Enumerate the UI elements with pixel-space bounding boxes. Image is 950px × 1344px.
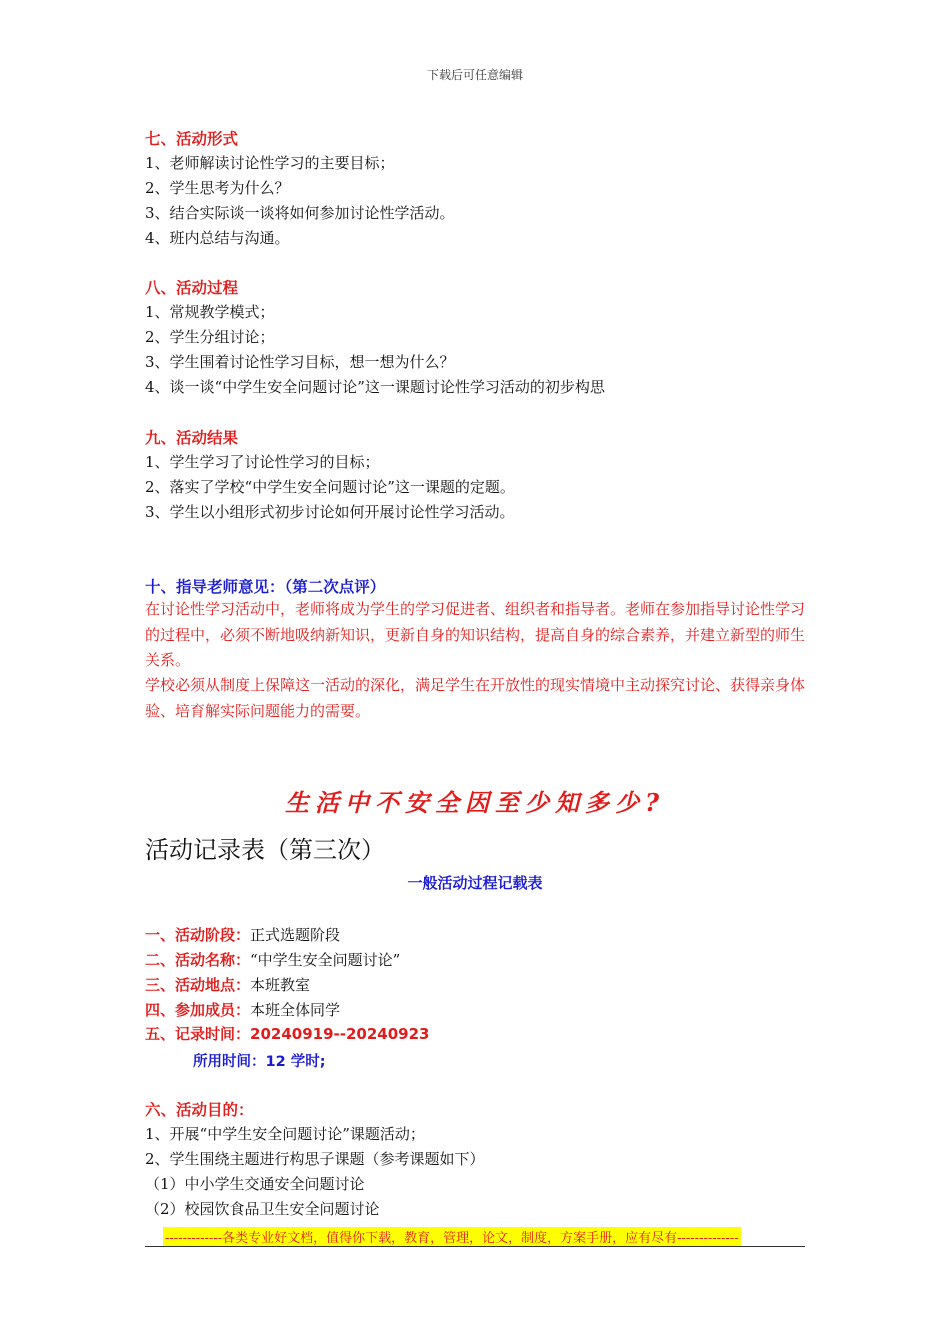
- section-6-item: 1、开展“中学生安全问题讨论”课题活动；: [145, 1125, 425, 1143]
- section-7-title: 七、活动形式: [145, 130, 239, 148]
- activity-name-label: 二、活动名称：: [145, 951, 251, 969]
- record-title: 活动记录表（第三次）: [145, 836, 385, 864]
- activity-members-label: 四、参加成员：: [145, 1001, 251, 1019]
- activity-stage-label: 一、活动阶段：: [145, 926, 251, 944]
- section-8-title: 八、活动过程: [145, 279, 239, 297]
- activity-name-value: “中学生安全问题讨论”: [250, 951, 401, 969]
- section-9-title: 九、活动结果: [145, 429, 239, 447]
- duration-text: 所用时间：12 学时;: [193, 1054, 326, 1070]
- footer-rule: [145, 1227, 805, 1247]
- section-9-item: 1、学生学习了讨论性学习的目标；: [145, 453, 380, 471]
- advisor-comment-paragraph: 在讨论性学习活动中，老师将成为学生的学习促进者、组织者和指导者。老师在参加指导讨论性学习的过程中，必须不断地吸纳新知识，更新自身的知识结构，提高自身的综合素养，并建立新型的师生关系。: [145, 600, 806, 669]
- advisor-comment-paragraph: 学校必须从制度上保障这一活动的深化，满足学生在开放性的现实情境中主动探究讨论、获得亲身体验、培育解实际问题能力的需要。: [145, 676, 806, 720]
- footer-banner: -------------各类专业好文档，值得你下载，教育，管理，论文，制度，方案手册，应有尽有--------------: [163, 1227, 741, 1246]
- slogan-heading: 生活中不安全因至少知多少?: [284, 788, 666, 817]
- section-7-item: 1、老师解读讨论性学习的主要目标；: [145, 154, 395, 172]
- activity-place-label: 三、活动地点：: [145, 976, 251, 994]
- section-6-title: 六、活动目的：: [145, 1101, 254, 1119]
- page-header: 下载后可任意编辑: [426, 68, 523, 82]
- record-time-row: [145, 1023, 429, 1044]
- section-9-item: 2、落实了学校“中学生安全问题讨论”这一课题的定题。: [145, 478, 515, 496]
- section-9-item: 3、学生以小组形式初步讨论如何开展讨论性学习活动。: [145, 503, 515, 521]
- section-6-item: 2、学生围绕主题进行构思子课题（参考课题如下）: [145, 1150, 485, 1168]
- activity-members-row: [145, 999, 340, 1020]
- section-6-item: （1）中小学生交通安全问题讨论: [145, 1175, 365, 1193]
- activity-stage-row: [145, 924, 340, 945]
- section-8-item: 2、学生分组讨论；: [145, 328, 275, 346]
- section-8-item: 1、常规教学模式；: [145, 303, 275, 321]
- record-time-label: 五、记录时间：: [145, 1025, 251, 1043]
- activity-place-row: [145, 974, 310, 995]
- section-6-item: （2）校园饮食品卫生安全问题讨论: [145, 1200, 380, 1218]
- record-subtitle: 一般活动过程记载表: [407, 874, 543, 892]
- section-7-item: 3、结合实际谈一谈将如何参加讨论性学活动。: [145, 204, 455, 222]
- section-7-item: 2、学生思考为什么？: [145, 179, 290, 197]
- activity-place-value: 本班教室: [250, 976, 311, 994]
- activity-name-row: [145, 949, 400, 970]
- activity-stage-value: 正式选题阶段: [250, 926, 341, 944]
- record-time-value: 20240919--20240923: [250, 1025, 430, 1043]
- section-10-title: 十、指导老师意见：（第二次点评）: [145, 578, 386, 596]
- section-7-item: 4、班内总结与沟通。: [145, 229, 290, 247]
- section-8-item: 4、谈一谈“中学生安全问题讨论”这一课题讨论性学习活动的初步构思: [145, 378, 605, 396]
- section-8-item: 3、学生围着讨论性学习目标，想一想为什么？: [145, 353, 455, 371]
- activity-members-value: 本班全体同学: [250, 1001, 341, 1019]
